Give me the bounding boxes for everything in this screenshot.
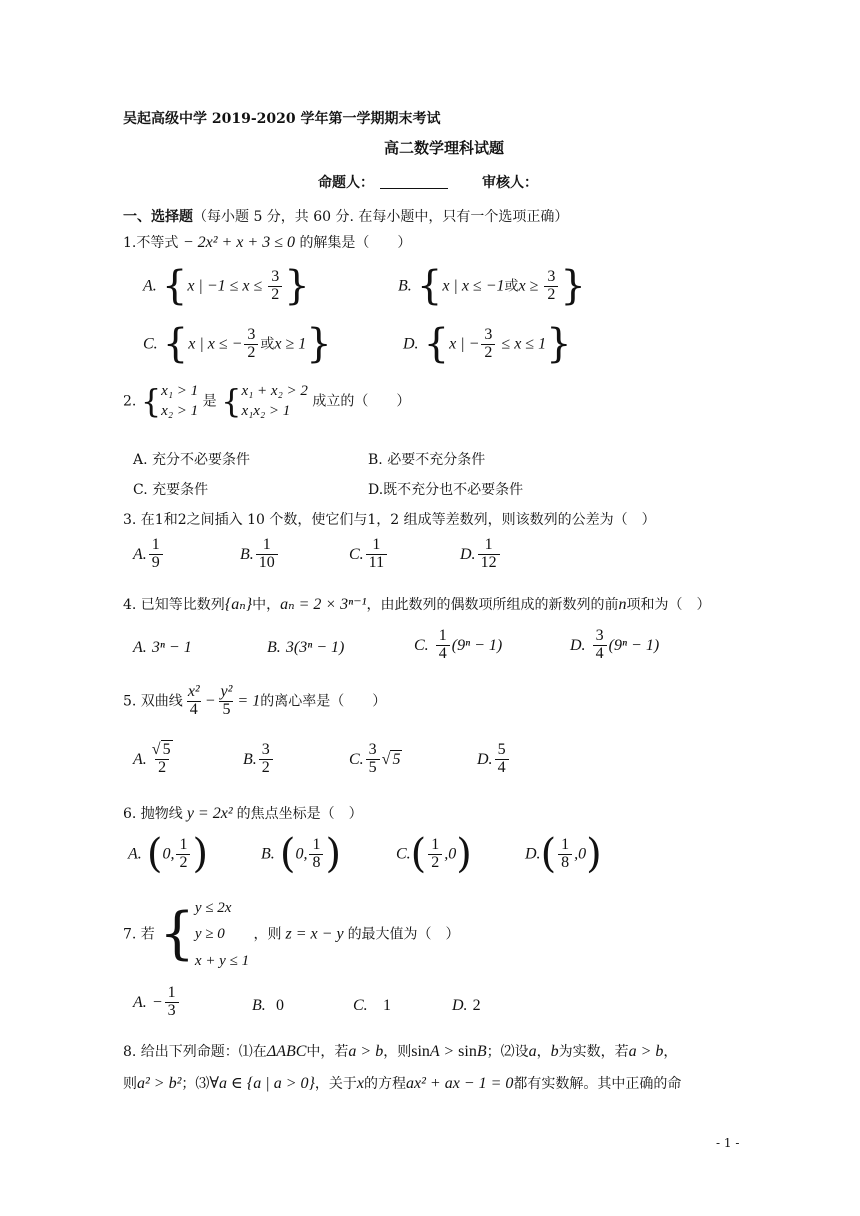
question-text: 成立的（ ） [312, 393, 411, 410]
question-8-line-2: 则a² > b²；⑶∀a ∈ {a | a > 0}，关于x的方程ax² + ax − 1 = 0都有实数解。其中正确的命 [123, 1075, 682, 1092]
page-number: - 1 - [716, 1136, 740, 1150]
section-heading [123, 206, 568, 226]
option-label: A. [143, 277, 157, 295]
math-inequality: − 2x² + x + 3 ≤ 0 [182, 234, 295, 251]
question-8-line-1: 8. 给出下列命题：⑴在ΔABC中，若a > b，则sinA > sinB；⑵设a，b为实数，若a > b， [123, 1043, 678, 1060]
q3-option-d: D. $\frac{1}{12}$ [460, 537, 502, 572]
author-blank [380, 188, 448, 189]
q4-option-a: A. 3ⁿ − 1 [133, 639, 192, 656]
question-1-stem [123, 232, 411, 252]
q1-option-d: D. {x | − $\frac{3}{2}$ ≤ x ≤ 1} [403, 321, 572, 367]
question-5-stem: 5. 双曲线 $\frac{\text{x²}}{4}$ − $\frac{\text{y²}}{5}$ = 1的离心率是（ ） [123, 683, 387, 718]
q5-option-b: B. $\frac{3}{2}$ [243, 742, 275, 777]
exam-title: 高二数学理科试题 [384, 139, 505, 157]
section-title: 一、选择题 [123, 209, 193, 225]
question-2-stem: 2. { x₁ > 1 x₂ > 1 是 { x₁ + x₂ > 2 x₁x₂ > 1 成立的（ ） [123, 382, 411, 421]
option-label: C. [143, 335, 158, 353]
section-note: （每小题 5 分，共 60 分. 在每小题中，只有一个选项正确） [193, 209, 569, 225]
reviewer-label: 审核人： [482, 175, 538, 191]
q7-option-b: B. 0 [252, 997, 284, 1014]
option-label: B. [398, 277, 412, 295]
q4-option-d: D. $\frac{3}{4}$ (9ⁿ − 1) [570, 627, 660, 662]
question-3-stem: 3. 在1和2之间插入 10 个数，使它们与1，2 组成等差数列，则该数列的公差为（ ） [123, 512, 656, 528]
q2-option-b: B. 必要不充分条件 [368, 452, 486, 468]
q5-option-d: D. $\frac{5}{4}$ [477, 742, 511, 777]
author-field [318, 172, 448, 192]
q3-option-b: B. $\frac{1}{10}$ [240, 537, 280, 572]
question-6-stem: 6. 抛物线 y = 2x² 的焦点坐标是（ ） [123, 805, 363, 822]
question-text: 是 [202, 393, 217, 410]
q5-option-a: A. $\frac{√ 5}{2}$ [133, 741, 171, 776]
q6-option-a: A. (0, $\frac{1}{2}$ ) [128, 831, 209, 877]
option-label: D. [403, 335, 419, 353]
q7-option-d: D. 2 [452, 997, 481, 1014]
q7-option-a: A. − $\frac{1}{3}$ [133, 985, 181, 1020]
author-label: 命题人： [318, 175, 374, 191]
school-exam-line: 吴起高级中学 2019-2020 学年第一学期期末考试 [123, 111, 441, 127]
q3-option-a: A. $\frac{1}{9}$ [133, 537, 165, 572]
q1-option-a: A. {x | −1 ≤ x ≤ $\frac{3}{2}$ } [143, 263, 310, 309]
question-text: 的解集是（ ） [299, 235, 412, 251]
q2-option-d: D.既不充分也不必要条件 [368, 482, 524, 498]
question-text: 不等式 [136, 235, 179, 251]
q5-option-c: C. $\frac{3}{5}$ √ 5 [349, 741, 401, 776]
q1-option-b: B. {x | x ≤ −1或x ≥ $\frac{3}{2}$ } [398, 263, 586, 309]
q3-option-c: C. $\frac{1}{11}$ [349, 537, 389, 572]
q4-option-b: B. 3(3ⁿ − 1) [267, 639, 345, 656]
q2-option-a: A. 充分不必要条件 [133, 452, 251, 468]
question-number: 2. [123, 393, 137, 410]
q4-option-c: C. $\frac{1}{4}$ (9ⁿ − 1) [414, 627, 503, 662]
q6-option-c: C.( $\frac{1}{2}$ ,0) [396, 831, 472, 877]
q2-option-c: C. 充要条件 [133, 482, 209, 498]
q7-option-c: C. 1 [353, 997, 391, 1014]
question-4-stem: 4. 已知等比数列{aₙ}中，aₙ = 2 × 3ⁿ⁻¹，由此数列的偶数项所组成的新数列的前n项和为（ ） [123, 596, 711, 613]
q6-option-d: D.( $\frac{1}{8}$ ,0) [525, 831, 602, 877]
q1-option-c: C. {x | x ≤ − $\frac{3}{2}$ 或x ≥ 1} [143, 321, 332, 367]
question-number: 1. [123, 235, 137, 251]
question-7-stem: 7. 若 { y ≤ 2x y ≥ 0 x + y ≤ 1 ，则 z = x − y 的最大值为（ ） [123, 900, 460, 969]
q6-option-b: B. (0, $\frac{1}{8}$ ) [261, 831, 342, 877]
